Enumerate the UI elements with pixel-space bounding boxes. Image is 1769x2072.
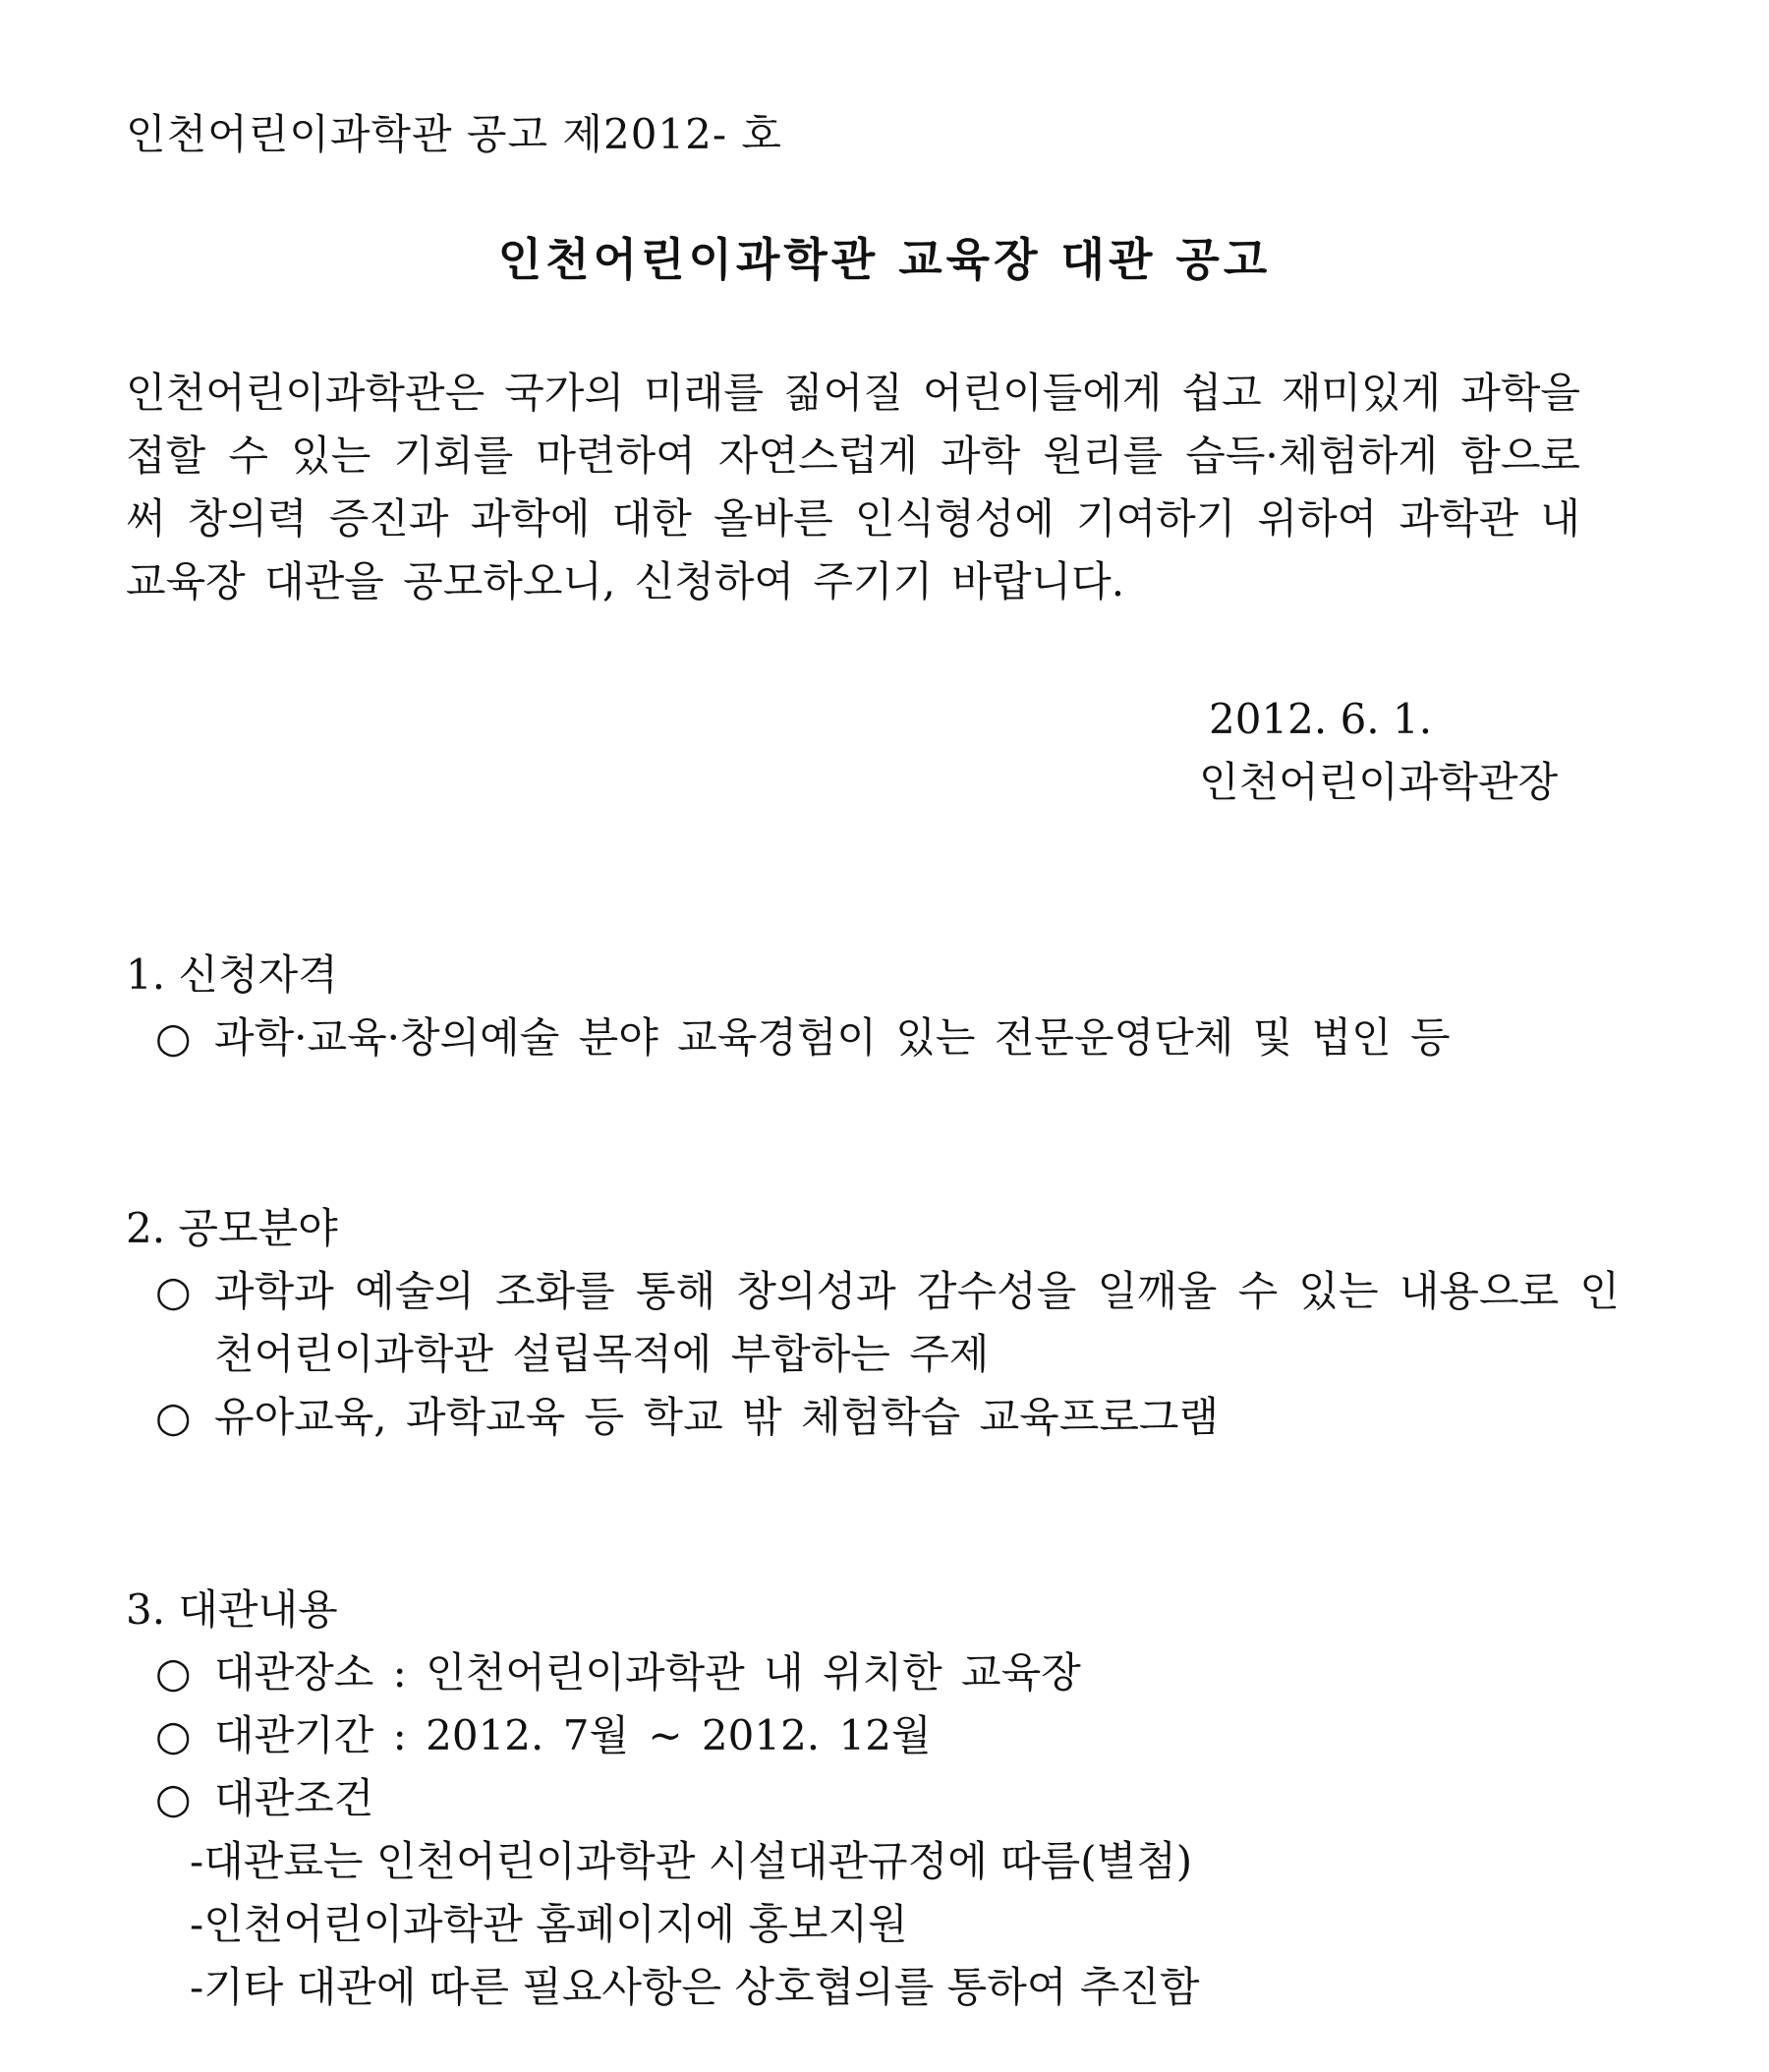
list-item [126, 1260, 1620, 1386]
list-item-text: 대관장소 : 인천어린이과학관 내 위치한 교육장 [214, 1648, 1081, 1697]
list-item [126, 1767, 1620, 1830]
list-item-text: 대관조건 [214, 1774, 374, 1822]
section-eligibility [126, 944, 1620, 1069]
list-item [126, 1386, 1620, 1449]
section-rental-details [126, 1579, 1620, 2019]
list-item [126, 1704, 1620, 1767]
circle-bullet-icon: ○ [155, 1648, 192, 1697]
circle-bullet-icon: ○ [155, 1267, 192, 1315]
document-title: 인천어린이과학관 교육장 대관 공고 [497, 233, 1272, 286]
circle-bullet-icon: ○ [155, 1774, 192, 1822]
list-item-text: 유아교육, 과학교육 등 학교 밖 체험학습 교육프로그램 [214, 1393, 1220, 1441]
section-heading: 3. 대관내용 [126, 1585, 338, 1634]
circle-bullet-icon: ○ [155, 1013, 192, 1062]
section-heading: 2. 공모분야 [126, 1204, 338, 1252]
list-item-text: 대관기간 : 2012. 7월 ~ 2012. 12월 [214, 1711, 932, 1759]
condition-item: -인천어린이과학관 홈페이지에 홍보지원 [190, 1900, 908, 1948]
intro-paragraph: 인천어린이과학관은 국가의 미래를 짊어질 어린이들에게 쉽고 재미있게 과학을 접할 수 있는 기회를 마련하여 자연스럽게 과학 원리를 습득·체험하게 함으로써 창의력 증진과 과학에 대한 올바른 인식형성에 기여하기 위하여 과학관 내 교육장 대관을 공모하오니, 신청하여 주기기 바랍니다. [126, 369, 1580, 605]
condition-item: -대관료는 인천어린이과학관 시설대관규정에 따름(별첨) [190, 1837, 1193, 1885]
list-item-text: 과학과 예술의 조화를 통해 창의성과 감수성을 일깨울 수 있는 내용으로 인천어린이과학관 설립목적에 부합하는 주제 [214, 1267, 1620, 1378]
section-fields [126, 1197, 1620, 1449]
signature-block [1199, 688, 1558, 814]
condition-item: -기타 대관에 따른 필요사항은 상호협의를 통하여 추진함 [190, 1963, 1200, 2011]
circle-bullet-icon: ○ [155, 1393, 192, 1441]
issuer-name: 인천어린이과학관장 [1199, 758, 1559, 806]
list-item [126, 1007, 1620, 1069]
circle-bullet-icon: ○ [155, 1711, 192, 1759]
list-item-text: 과학·교육·창의예술 분야 교육경험이 있는 전문운영단체 및 법인 등 [214, 1013, 1451, 1062]
section-heading: 1. 신청자격 [126, 950, 338, 999]
list-item [126, 1641, 1620, 1704]
notice-number: 인천어린이과학관 공고 제2012- 호 [126, 110, 782, 158]
issue-date: 2012. 6. 1. [1209, 695, 1433, 743]
